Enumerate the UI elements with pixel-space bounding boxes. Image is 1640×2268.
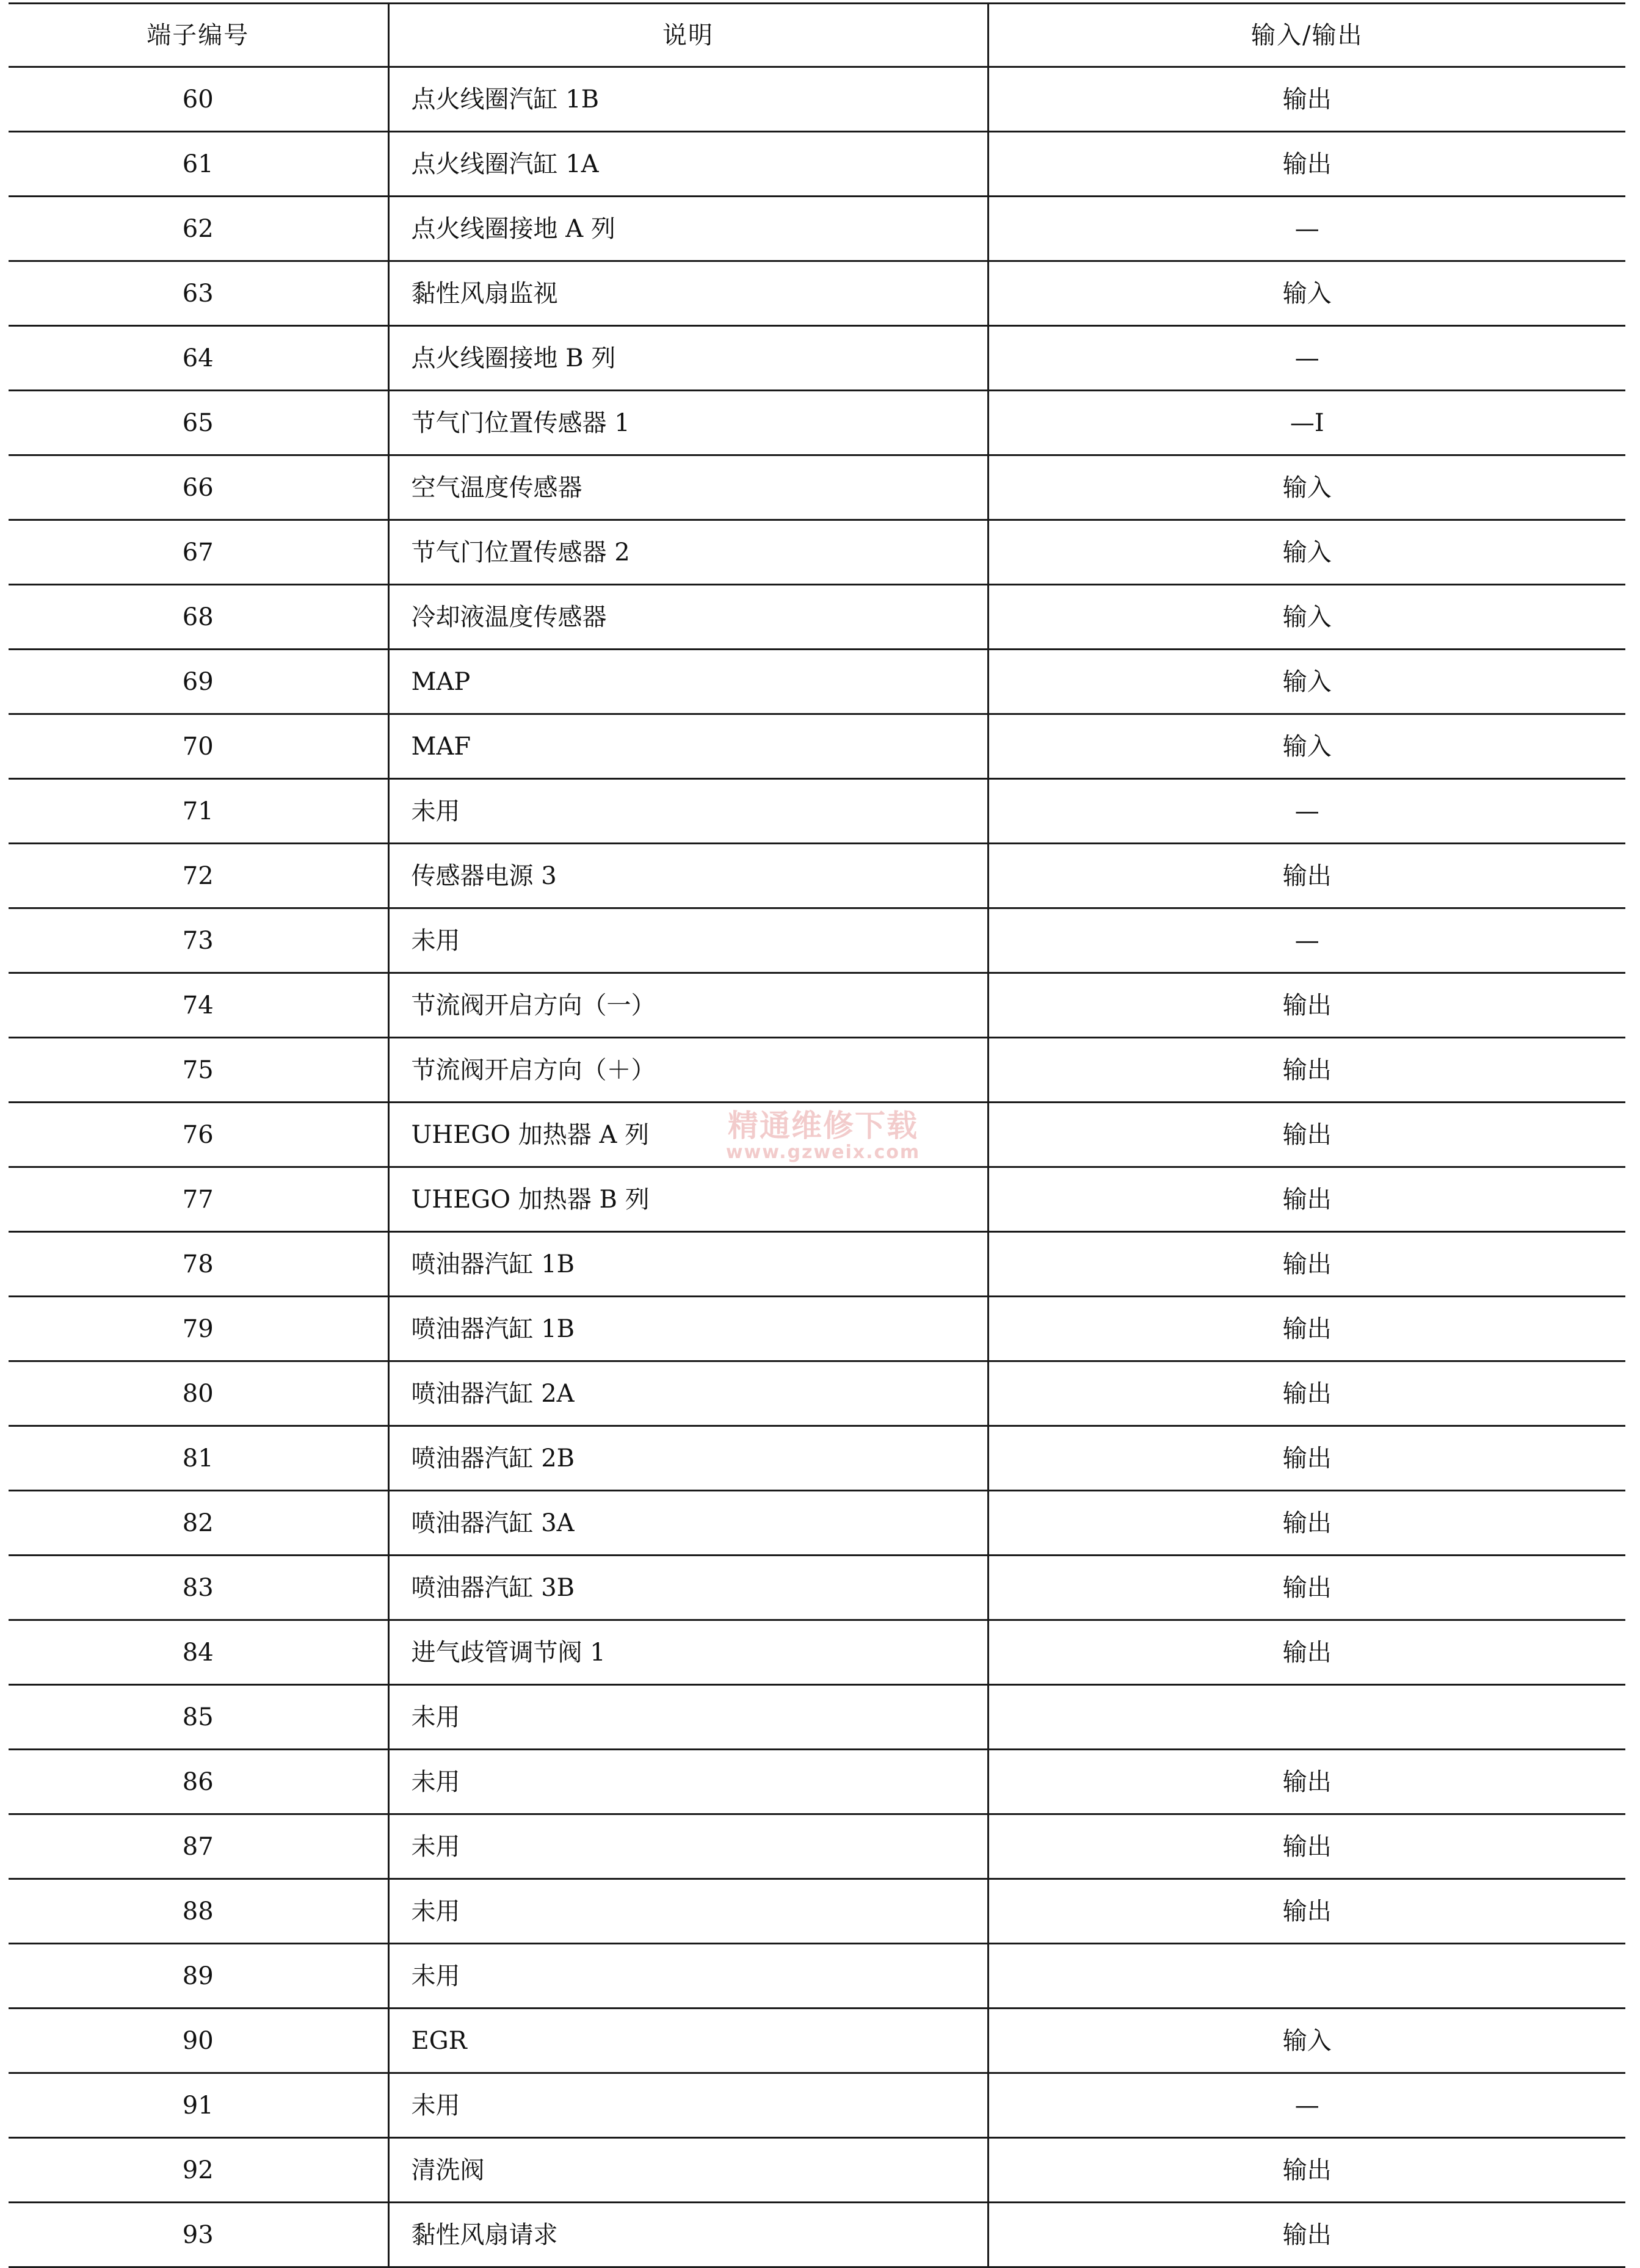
terminal-description: 点火线圈接地 A 列 <box>388 197 988 261</box>
terminal-io: 输出 <box>988 1038 1625 1103</box>
terminal-description: 喷油器汽缸 1B <box>388 1297 988 1361</box>
terminal-description: 传感器电源 3 <box>388 844 988 908</box>
terminal-number: 72 <box>9 844 388 908</box>
terminal-description: UHEGO 加热器 A 列 <box>388 1103 988 1167</box>
header-input-output: 输入/输出 <box>988 4 1625 67</box>
terminal-io: 输入 <box>988 650 1625 714</box>
terminal-description: UHEGO 加热器 B 列 <box>388 1167 988 1232</box>
terminal-number: 87 <box>9 1814 388 1879</box>
terminal-number: 82 <box>9 1491 388 1556</box>
terminal-io: 输出 <box>988 2203 1625 2267</box>
terminal-description: 未用 <box>388 1879 988 1944</box>
table-row <box>9 261 1625 326</box>
terminal-description: 未用 <box>388 779 988 844</box>
terminal-io: 输出 <box>988 1297 1625 1361</box>
terminal-description: 黏性风扇请求 <box>388 2203 988 2267</box>
terminal-description: 冷却液温度传感器 <box>388 585 988 650</box>
terminal-number: 83 <box>9 1556 388 1620</box>
terminal-description: 喷油器汽缸 1B <box>388 1232 988 1297</box>
terminal-number: 81 <box>9 1426 388 1491</box>
terminal-number: 60 <box>9 67 388 132</box>
terminal-number: 77 <box>9 1167 388 1232</box>
terminal-description: 点火线圈汽缸 1B <box>388 67 988 132</box>
terminal-number: 89 <box>9 1944 388 2009</box>
terminal-number: 62 <box>9 197 388 261</box>
terminal-description: 喷油器汽缸 3B <box>388 1556 988 1620</box>
terminal-description: 节气门位置传感器 1 <box>388 391 988 455</box>
table-row <box>9 455 1625 520</box>
terminal-description: 点火线圈汽缸 1A <box>388 132 988 197</box>
terminal-description: 未用 <box>388 2073 988 2138</box>
terminal-io: —I <box>988 391 1625 455</box>
terminal-table <box>9 2 1625 2268</box>
terminal-io: 输出 <box>988 844 1625 908</box>
table-row <box>9 520 1625 585</box>
table-row <box>9 67 1625 132</box>
table-row <box>9 714 1625 779</box>
terminal-io: 输出 <box>988 973 1625 1038</box>
terminal-description: 喷油器汽缸 3A <box>388 1491 988 1556</box>
terminal-description: 节流阀开启方向（＋） <box>388 1038 988 1103</box>
table-row <box>9 2203 1625 2267</box>
terminal-description: 清洗阀 <box>388 2138 988 2203</box>
terminal-io: 输出 <box>988 1879 1625 1944</box>
terminal-description: 未用 <box>388 1750 988 1814</box>
terminal-io: 输入 <box>988 585 1625 650</box>
terminal-number: 85 <box>9 1685 388 1750</box>
terminal-io: 输入 <box>988 714 1625 779</box>
terminal-io: — <box>988 326 1625 391</box>
terminal-description: MAP <box>388 650 988 714</box>
terminal-io <box>988 1944 1625 2009</box>
terminal-io: 输出 <box>988 1556 1625 1620</box>
table-row <box>9 585 1625 650</box>
table-row <box>9 1297 1625 1361</box>
terminal-number: 67 <box>9 520 388 585</box>
terminal-number: 75 <box>9 1038 388 1103</box>
terminal-io: — <box>988 908 1625 973</box>
terminal-io: 输出 <box>988 1167 1625 1232</box>
terminal-io: 输出 <box>988 67 1625 132</box>
table-row <box>9 1038 1625 1103</box>
terminal-description: 黏性风扇监视 <box>388 261 988 326</box>
terminal-description: 未用 <box>388 908 988 973</box>
terminal-number: 80 <box>9 1361 388 1426</box>
table-row <box>9 1944 1625 2009</box>
table-row <box>9 844 1625 908</box>
terminal-description: 未用 <box>388 1814 988 1879</box>
terminal-number: 64 <box>9 326 388 391</box>
terminal-description: 喷油器汽缸 2A <box>388 1361 988 1426</box>
terminal-io: — <box>988 2073 1625 2138</box>
terminal-number: 91 <box>9 2073 388 2138</box>
terminal-description: 未用 <box>388 1685 988 1750</box>
table-row <box>9 1556 1625 1620</box>
terminal-io: 输出 <box>988 1426 1625 1491</box>
terminal-number: 66 <box>9 455 388 520</box>
table-row <box>9 1232 1625 1297</box>
terminal-description: 节气门位置传感器 2 <box>388 520 988 585</box>
terminal-number: 86 <box>9 1750 388 1814</box>
terminal-number: 74 <box>9 973 388 1038</box>
terminal-description: 喷油器汽缸 2B <box>388 1426 988 1491</box>
table-row <box>9 779 1625 844</box>
watermark-url: www.gzweix.com <box>725 1141 921 1163</box>
terminal-io: — <box>988 197 1625 261</box>
table-row <box>9 1361 1625 1426</box>
table-row <box>9 197 1625 261</box>
terminal-io: 输出 <box>988 1491 1625 1556</box>
terminal-number: 61 <box>9 132 388 197</box>
terminal-io: — <box>988 779 1625 844</box>
table-row <box>9 1620 1625 1685</box>
table-row <box>9 1103 1625 1167</box>
table-row <box>9 973 1625 1038</box>
header-terminal-number: 端子编号 <box>9 4 388 67</box>
terminal-description: 进气歧管调节阀 1 <box>388 1620 988 1685</box>
terminal-io <box>988 1685 1625 1750</box>
table-row <box>9 2073 1625 2138</box>
terminal-number: 90 <box>9 2009 388 2073</box>
terminal-number: 84 <box>9 1620 388 1685</box>
table-row <box>9 908 1625 973</box>
terminal-io: 输入 <box>988 2009 1625 2073</box>
table-row <box>9 1426 1625 1491</box>
header-row <box>9 4 1625 67</box>
terminal-description: 空气温度传感器 <box>388 455 988 520</box>
terminal-io: 输出 <box>988 1814 1625 1879</box>
terminal-number: 70 <box>9 714 388 779</box>
terminal-io: 输入 <box>988 455 1625 520</box>
terminal-io: 输出 <box>988 1103 1625 1167</box>
table-row <box>9 391 1625 455</box>
terminal-io: 输出 <box>988 132 1625 197</box>
table-row <box>9 1685 1625 1750</box>
terminal-number: 79 <box>9 1297 388 1361</box>
table-row <box>9 2138 1625 2203</box>
terminal-io: 输出 <box>988 1750 1625 1814</box>
terminal-number: 92 <box>9 2138 388 2203</box>
table-row <box>9 2009 1625 2073</box>
table-row <box>9 132 1625 197</box>
terminal-number: 69 <box>9 650 388 714</box>
table-row <box>9 1750 1625 1814</box>
watermark-text: 精通维修下载 <box>728 1108 918 1143</box>
table-row <box>9 326 1625 391</box>
terminal-description: 节流阀开启方向（一） <box>388 973 988 1038</box>
terminal-description: MAF <box>388 714 988 779</box>
terminal-io: 输出 <box>988 1232 1625 1297</box>
terminal-number: 88 <box>9 1879 388 1944</box>
terminal-io: 输出 <box>988 1361 1625 1426</box>
terminal-io: 输入 <box>988 261 1625 326</box>
terminal-description: 点火线圈接地 B 列 <box>388 326 988 391</box>
terminal-description: 未用 <box>388 1944 988 2009</box>
terminal-description: EGR <box>388 2009 988 2073</box>
terminal-number: 68 <box>9 585 388 650</box>
terminal-number: 63 <box>9 261 388 326</box>
table-row <box>9 1814 1625 1879</box>
terminal-number: 78 <box>9 1232 388 1297</box>
terminal-number: 71 <box>9 779 388 844</box>
terminal-number: 76 <box>9 1103 388 1167</box>
table-row <box>9 1879 1625 1944</box>
terminal-number: 73 <box>9 908 388 973</box>
table-row <box>9 1491 1625 1556</box>
terminal-io: 输出 <box>988 2138 1625 2203</box>
terminal-number: 65 <box>9 391 388 455</box>
table-body <box>9 67 1625 2267</box>
table-row <box>9 1167 1625 1232</box>
terminal-io: 输入 <box>988 520 1625 585</box>
terminal-number: 93 <box>9 2203 388 2267</box>
terminal-io: 输出 <box>988 1620 1625 1685</box>
table-row <box>9 650 1625 714</box>
header-description: 说明 <box>388 4 988 67</box>
table-header <box>9 4 1625 67</box>
